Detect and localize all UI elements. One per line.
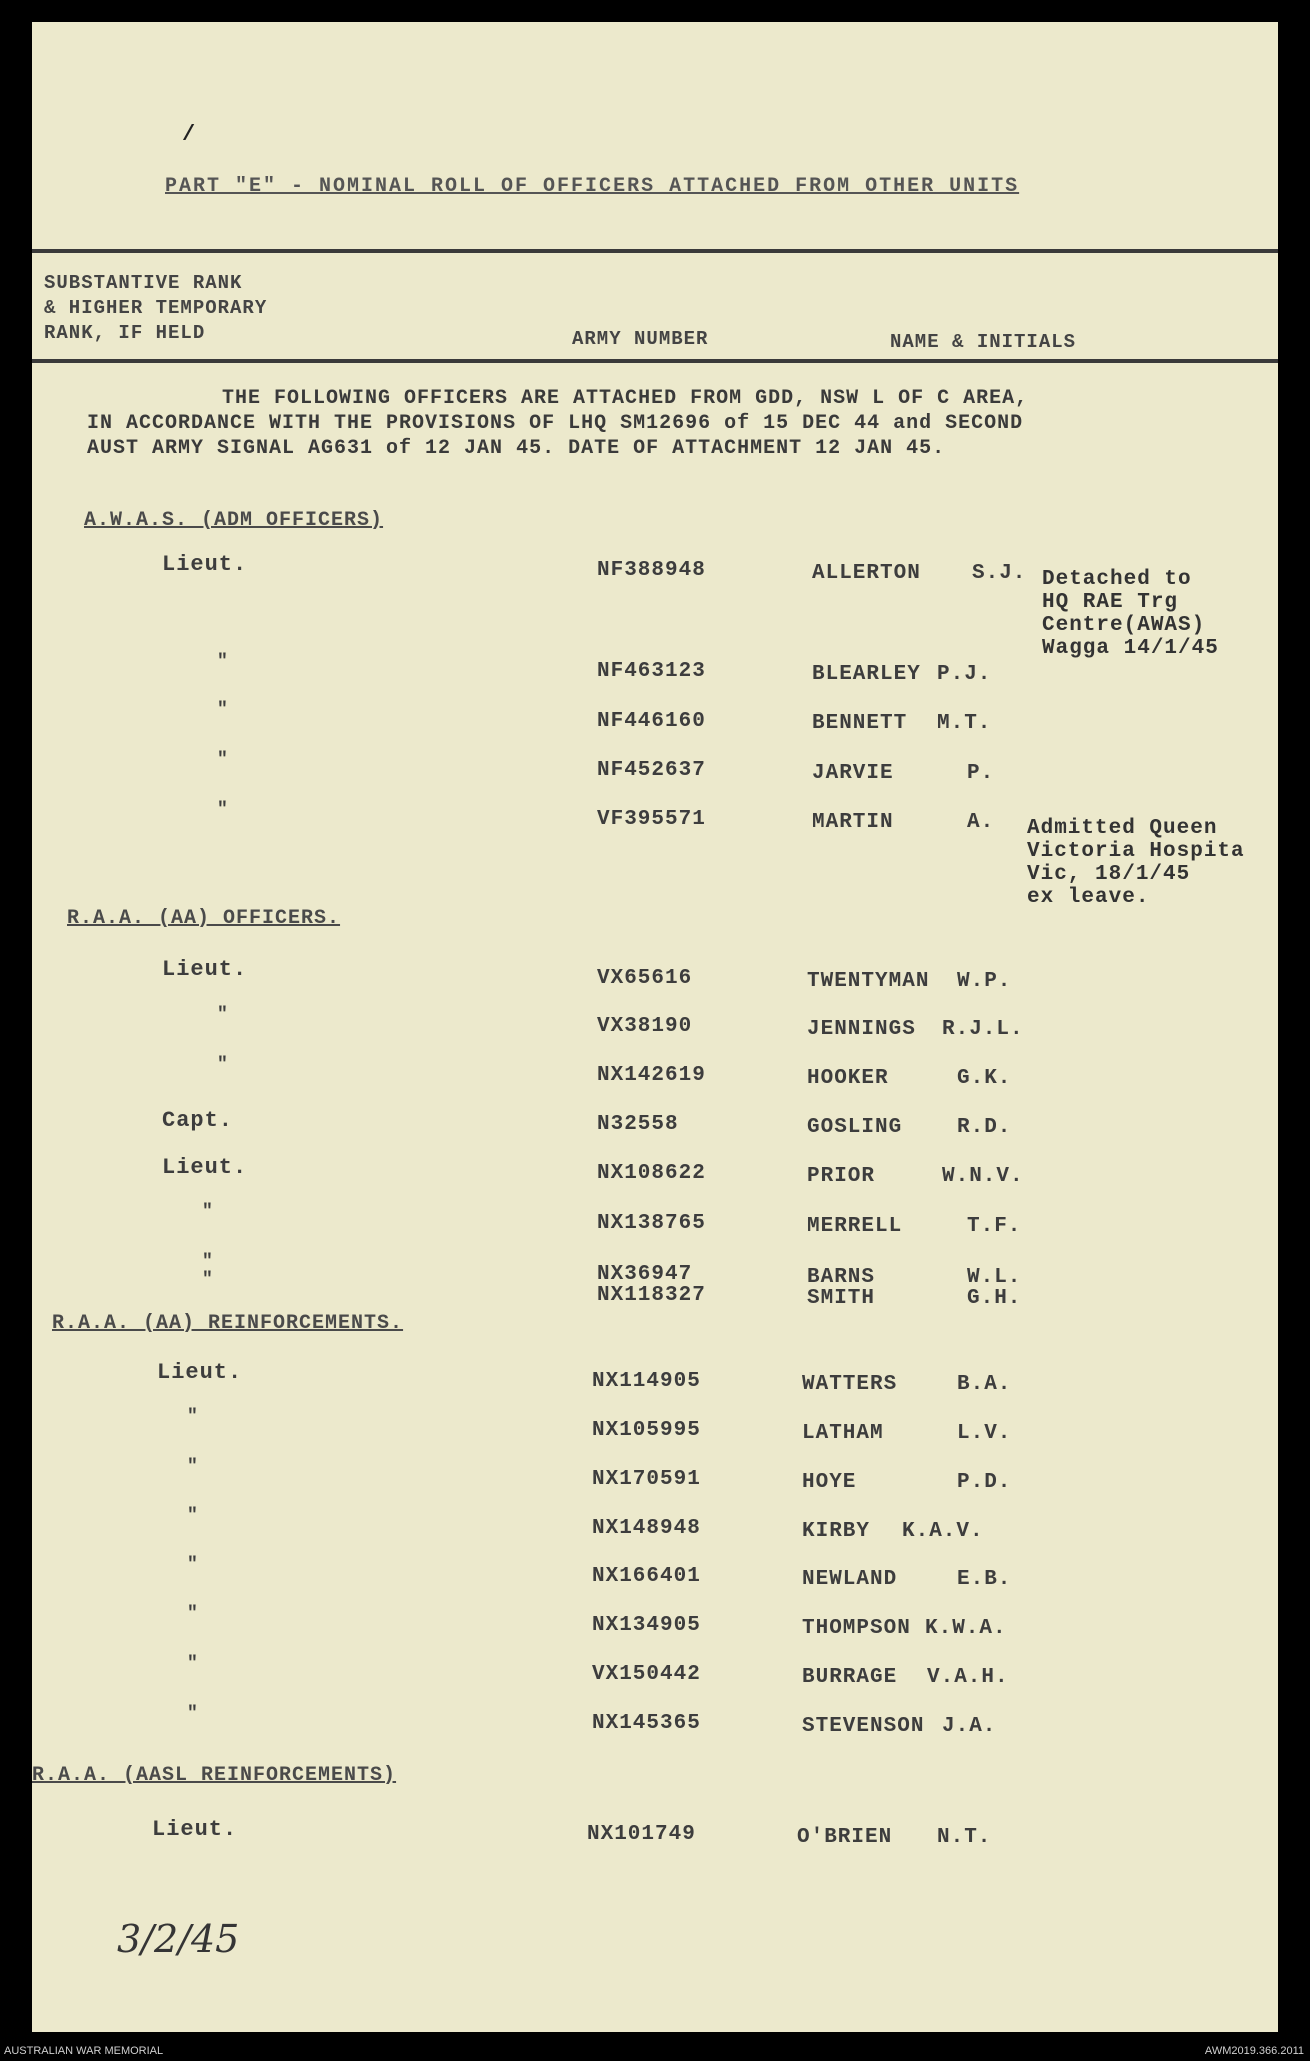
- initials-cell: M.T.: [937, 712, 992, 735]
- section-heading-raa-aa-reinforcements: R.A.A. (AA) REINFORCEMENTS.: [52, 1312, 404, 1335]
- surname-cell: TWENTYMAN: [807, 970, 930, 993]
- footer-source-label: AUSTRALIAN WAR MEMORIAL: [4, 2045, 164, 2057]
- army-number-cell: NX114905: [592, 1370, 701, 1393]
- ditto-mark: ": [187, 1555, 199, 1575]
- handwritten-date: 3/2/45: [117, 1917, 240, 1961]
- surname-cell: PRIOR: [807, 1165, 876, 1188]
- army-number-cell: NX118327: [597, 1284, 706, 1307]
- initials-cell: G.H.: [967, 1287, 1022, 1310]
- ditto-mark: ": [187, 1604, 199, 1624]
- army-number-cell: NX145365: [592, 1712, 701, 1735]
- footer-accession-number: AWM2019.366.2011: [1204, 2045, 1304, 2057]
- ditto-mark: ": [202, 1252, 214, 1272]
- ditto-mark: ": [217, 1055, 229, 1075]
- header-bottom-rule: [32, 359, 1278, 363]
- remark-cell: Detached to HQ RAE Trg Centre(AWAS) Wagga 14/1/45: [1042, 568, 1219, 660]
- army-number-cell: NX134905: [592, 1614, 701, 1637]
- ditto-mark: ": [187, 1407, 199, 1427]
- army-number-cell: NF446160: [597, 710, 706, 733]
- ditto-mark: ": [187, 1457, 199, 1477]
- surname-cell: NEWLAND: [802, 1568, 898, 1591]
- footer-bar: [0, 2041, 1310, 2061]
- surname-cell: O'BRIEN: [797, 1826, 893, 1849]
- header-top-rule: [32, 249, 1278, 253]
- army-number-cell: NX108622: [597, 1162, 706, 1185]
- ditto-mark: ": [217, 800, 229, 820]
- ditto-mark: ": [217, 652, 229, 672]
- army-number-header: ARMY NUMBER: [572, 328, 709, 350]
- surname-cell: WATTERS: [802, 1373, 898, 1396]
- surname-cell: BARNS: [807, 1266, 876, 1289]
- section-heading-raa-aasl-reinforcements: R.A.A. (AASL REINFORCEMENTS): [32, 1764, 397, 1787]
- army-number-cell: NF452637: [597, 759, 706, 782]
- surname-cell: BLEARLEY: [812, 663, 921, 686]
- surname-cell: ALLERTON: [812, 562, 921, 585]
- army-number-cell: NX170591: [592, 1468, 701, 1491]
- army-number-cell: NX142619: [597, 1064, 706, 1087]
- surname-cell: MERRELL: [807, 1215, 903, 1238]
- rank-header-line-2: & HIGHER TEMPORARY: [44, 297, 268, 319]
- initials-cell: K.A.V.: [902, 1520, 984, 1543]
- initials-cell: J.A.: [942, 1715, 997, 1738]
- initials-cell: P.: [967, 762, 995, 785]
- initials-cell: V.A.H.: [927, 1666, 1009, 1689]
- intro-line-3: AUST ARMY SIGNAL AG631 of 12 JAN 45. DATE OF ATTACHMENT 12 JAN 45.: [87, 437, 946, 460]
- surname-cell: SMITH: [807, 1287, 876, 1310]
- rank-cell: Lieut.: [162, 552, 248, 577]
- page-title: PART "E" - NOMINAL ROLL OF OFFICERS ATTACHED FROM OTHER UNITS: [165, 175, 1020, 198]
- ditto-mark: ": [217, 700, 229, 720]
- army-number-cell: NX166401: [592, 1565, 701, 1588]
- surname-cell: JARVIE: [812, 762, 894, 785]
- initials-cell: E.B.: [957, 1568, 1012, 1591]
- army-number-cell: NX36947: [597, 1263, 693, 1286]
- initials-cell: P.D.: [957, 1471, 1012, 1494]
- rank-header-line-1: SUBSTANTIVE RANK: [44, 272, 243, 294]
- army-number-cell: VX150442: [592, 1663, 701, 1686]
- initials-cell: B.A.: [957, 1373, 1012, 1396]
- initials-cell: R.D.: [957, 1116, 1012, 1139]
- initials-cell: R.J.L.: [942, 1018, 1024, 1041]
- intro-line-1: THE FOLLOWING OFFICERS ARE ATTACHED FROM GDD, NSW L OF C AREA,: [222, 387, 1029, 410]
- initials-cell: K.W.A.: [925, 1617, 1007, 1640]
- pen-tick-mark: /: [182, 122, 196, 147]
- surname-cell: LATHAM: [802, 1422, 884, 1445]
- army-number-cell: NF463123: [597, 660, 706, 683]
- initials-cell: P.J.: [937, 663, 992, 686]
- army-number-cell: NF388948: [597, 559, 706, 582]
- section-heading-awas: A.W.A.S. (ADM OFFICERS): [84, 509, 384, 532]
- army-number-cell: N32558: [597, 1113, 679, 1136]
- initials-cell: W.L.: [967, 1266, 1022, 1289]
- ditto-mark: ": [202, 1270, 214, 1290]
- ditto-mark: ": [202, 1202, 214, 1222]
- army-number-cell: VX65616: [597, 967, 693, 990]
- initials-cell: G.K.: [957, 1067, 1012, 1090]
- surname-cell: GOSLING: [807, 1116, 903, 1139]
- army-number-cell: VF395571: [597, 808, 706, 831]
- initials-cell: A.: [967, 811, 995, 834]
- army-number-cell: NX105995: [592, 1419, 701, 1442]
- ditto-mark: ": [187, 1506, 199, 1526]
- initials-cell: T.F.: [967, 1215, 1022, 1238]
- surname-cell: THOMPSON: [802, 1617, 911, 1640]
- intro-line-2: IN ACCORDANCE WITH THE PROVISIONS OF LHQ SM12696 of 15 DEC 44 and SECOND: [87, 412, 1024, 435]
- initials-cell: S.J.: [972, 562, 1027, 585]
- rank-cell: Lieut.: [162, 957, 248, 982]
- surname-cell: HOYE: [802, 1471, 857, 1494]
- rank-cell: Lieut.: [157, 1360, 243, 1385]
- initials-cell: W.P.: [957, 970, 1012, 993]
- surname-cell: BURRAGE: [802, 1666, 898, 1689]
- army-number-cell: NX138765: [597, 1212, 706, 1235]
- surname-cell: STEVENSON: [802, 1715, 925, 1738]
- ditto-mark: ": [187, 1704, 199, 1724]
- ditto-mark: ": [217, 1005, 229, 1025]
- rank-cell: Capt.: [162, 1108, 234, 1133]
- rank-header-line-3: RANK, IF HELD: [44, 322, 206, 344]
- surname-cell: KIRBY: [802, 1520, 871, 1543]
- rank-cell: Lieut.: [162, 1155, 248, 1180]
- initials-cell: L.V.: [957, 1422, 1012, 1445]
- army-number-cell: NX148948: [592, 1517, 701, 1540]
- document-page: [32, 22, 1278, 2032]
- initials-cell: N.T.: [937, 1826, 992, 1849]
- surname-cell: HOOKER: [807, 1067, 889, 1090]
- ditto-mark: ": [187, 1654, 199, 1674]
- surname-cell: JENNINGS: [807, 1018, 916, 1041]
- rank-cell: Lieut.: [152, 1817, 238, 1842]
- army-number-cell: VX38190: [597, 1015, 693, 1038]
- ditto-mark: ": [217, 750, 229, 770]
- name-initials-header: NAME & INITIALS: [890, 331, 1077, 353]
- remark-cell: Admitted Queen Victoria Hospita Vic, 18/1/45 ex leave.: [1027, 817, 1245, 909]
- initials-cell: W.N.V.: [942, 1165, 1024, 1188]
- section-heading-raa-aa-officers: R.A.A. (AA) OFFICERS.: [67, 907, 341, 930]
- army-number-cell: NX101749: [587, 1823, 696, 1846]
- surname-cell: MARTIN: [812, 811, 894, 834]
- surname-cell: BENNETT: [812, 712, 908, 735]
